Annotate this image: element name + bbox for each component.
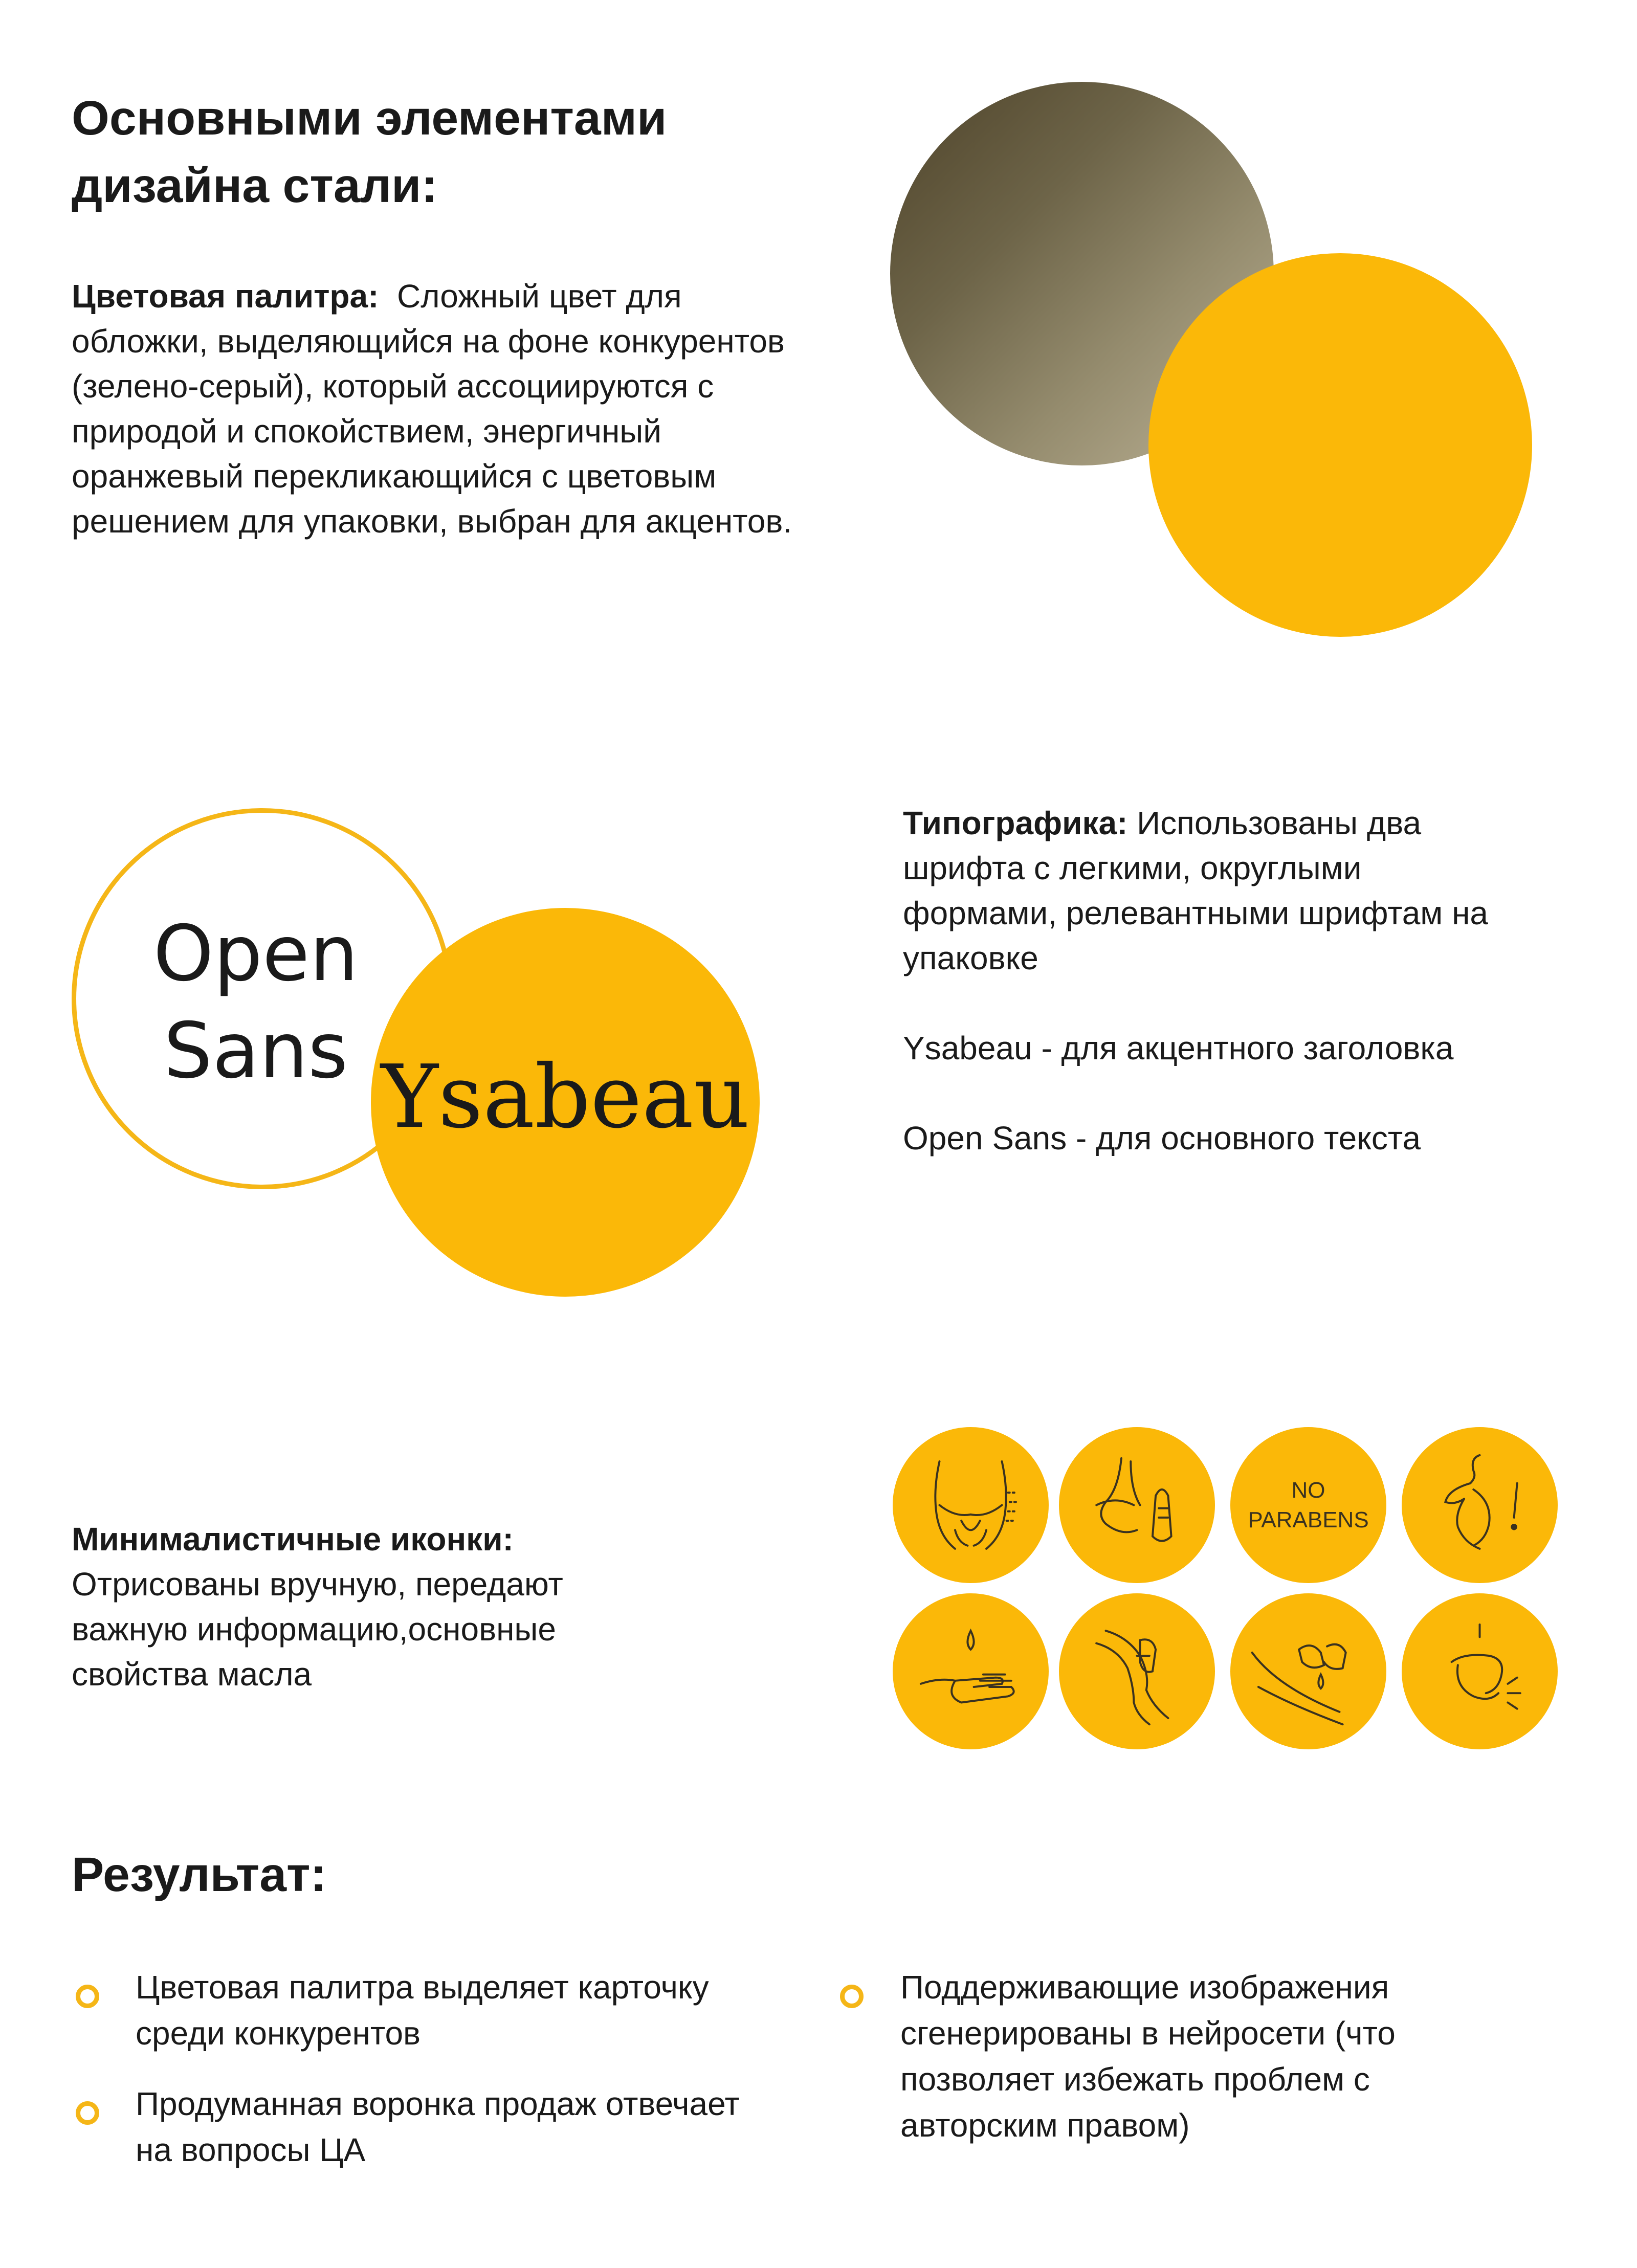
palette-description <box>72 274 798 544</box>
typography-description <box>903 801 1491 981</box>
palette-text: Сложный цвет для обложки, выделяющийся на фоне конкурентов (зелено-серый), который ассоциируются с природой и спокойствием, энергичный оранжевый перекликающийся с цветовым решением для упаковки, выбран для акцентов. <box>72 278 792 540</box>
palette-label: Цветовая палитра: <box>72 278 379 315</box>
ysabeau-sample: Ysabeau <box>381 1047 750 1148</box>
result-title: Результат: <box>72 1848 327 1902</box>
no-parabens-line1: NO <box>1291 1478 1325 1503</box>
icons-label: Минималистичные иконки: <box>72 1521 514 1558</box>
pregnant-icon <box>1402 1427 1558 1583</box>
icons-description <box>72 1517 655 1697</box>
result-bullet-1 <box>76 1985 99 2008</box>
typography-block <box>903 801 1542 1161</box>
hips-icon <box>893 1427 1049 1583</box>
typography-label: Типографика: <box>903 805 1128 841</box>
result-bullet-3 <box>840 1985 864 2008</box>
arm-pinch-icon <box>1059 1427 1215 1583</box>
result-item-1: Цветовая палитра выделяет карточку среди конкурентов <box>136 1969 709 2052</box>
no-parabens-icon <box>1230 1427 1386 1583</box>
typography-line-open-sans: Open Sans - для основного текста <box>903 1120 1421 1157</box>
open-sans-sample: Open Sans <box>153 909 359 1096</box>
orange-color-swatch <box>1148 253 1532 637</box>
leg-massage-icon <box>1059 1593 1215 1749</box>
result-item-3: Поддерживающие изображения сгенерированы в нейросети (что позволяет избежать проблем с авторским правом) <box>900 1969 1396 2144</box>
hands-oil-icon <box>1230 1593 1386 1749</box>
typography-line-ysabeau: Ysabeau - для акцентного заголовка <box>903 1030 1454 1066</box>
sensitive-skin-icon <box>1402 1593 1558 1749</box>
result-item-2: Продуманная воронка продаж отвечает на вопросы ЦА <box>136 2085 740 2168</box>
typography-text: Использованы два шрифта с легкими, округлыми формами, релевантными шрифтам на упаковке <box>903 805 1488 976</box>
result-bullet-2 <box>76 2101 99 2125</box>
no-parabens-line2: PARABENS <box>1248 1507 1369 1532</box>
page-title: Основными элементами дизайна стали: <box>72 91 667 213</box>
oil-drop-hand-icon <box>893 1593 1049 1749</box>
icons-text: Отрисованы вручную, передают важную информацию,основные свойства масла <box>72 1566 563 1693</box>
